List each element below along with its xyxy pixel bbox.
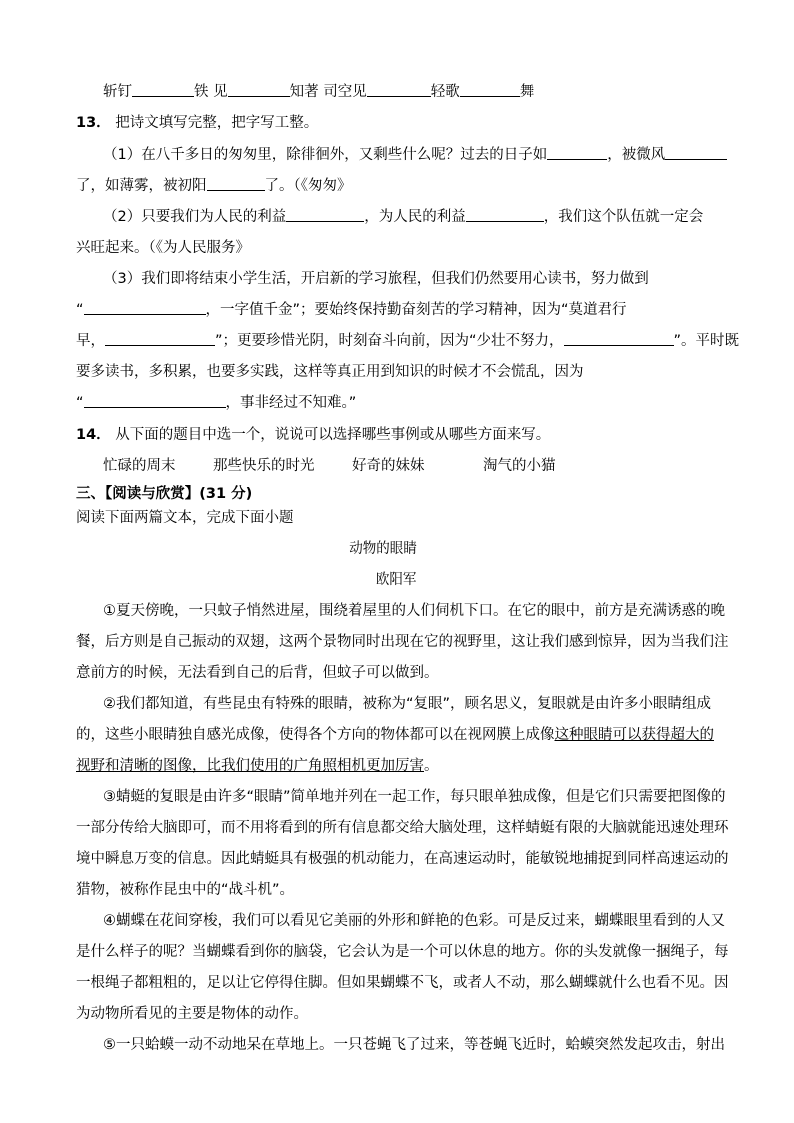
article-paragraph-1-cont: 餐，后方则是自己振动的双翅，这两个景物同时出现在它的视野里，这让我们感到惊异，因为当我们注	[76, 634, 729, 650]
poem-text: “	[76, 395, 84, 411]
answer-blank[interactable]	[665, 145, 727, 160]
article-paragraph-2-cont	[76, 725, 714, 745]
q13-part3-line2	[76, 300, 627, 320]
answer-blank[interactable]	[564, 331, 674, 346]
poem-text: ，为人民的利益	[364, 209, 466, 225]
question-14-title	[76, 425, 550, 445]
article-paragraph-2-cont	[76, 756, 439, 776]
article-paragraph-5: ⑤一只蛤蟆一动不动地呆在草地上。一只苍蝇飞了过来，等苍蝇飞近时，蛤蟆突然发起攻击，射出	[103, 1037, 725, 1053]
answer-blank[interactable]	[105, 331, 215, 346]
article-paragraph-2: ②我们都知道，有些昆虫有特殊的眼睛，被称为“复眼”，顾名思义，复眼就是由许多小眼睛组成	[103, 696, 712, 712]
article-paragraph-4: ④蝴蝶在花间穿梭，我们可以看见它美丽的外形和鲜艳的色彩。可是反过来，蝴蝶眼里看到的人又	[103, 913, 725, 929]
poem-text: ”。平时既	[673, 333, 740, 349]
idiom-fill-line	[103, 82, 534, 102]
article-author: 欧阳军	[375, 572, 417, 588]
idiom-text: 舞	[519, 84, 535, 100]
q13-part3-line3	[76, 331, 739, 351]
question-text: 把诗文填写完整，把字写工整。	[115, 115, 319, 131]
poem-text: 了。（《匆匆》	[264, 178, 352, 194]
topic-option: 淘气的小猫	[483, 458, 556, 474]
answer-blank[interactable]	[207, 176, 265, 191]
topic-option: 那些快乐的时光	[213, 458, 315, 474]
article-paragraph-3-cont: 猎物，被称作昆虫中的“战斗机”。	[76, 882, 295, 898]
article-paragraph-3: ③蜻蜓的复眼是由许多“眼睛”简单地并列在一起工作，每只眼单独成像，但是它们只需要把图像的	[103, 789, 726, 805]
q13-part1-line2	[76, 176, 352, 196]
section-instruction: 阅读下面两篇文本，完成下面小题	[76, 510, 294, 526]
article-paragraph-1-cont: 意前方的时候，无法看到自己的后背，但蚊子可以做到。	[76, 665, 439, 681]
article-paragraph-1: ①夏天傍晚，一只蚊子悄然进屋，围绕着屋里的人们伺机下口。在它的眼中，前方是充满诱惑的晚	[103, 603, 725, 619]
q13-part3-line5	[76, 393, 356, 413]
poem-text: ，我们这个队伍就一定会	[543, 209, 704, 225]
q13-part2-line2: 兴旺起来。（《为人民服务》	[76, 240, 250, 256]
answer-blank[interactable]	[84, 300, 206, 315]
poem-text: ，被微风	[607, 147, 666, 163]
q13-part3-line1: （3）我们即将结束小学生活，开启新的学习旅程，但我们仍然要用心读书，努力做到	[103, 271, 649, 287]
answer-blank[interactable]	[367, 82, 431, 97]
section-heading: 三、【阅读与欣赏】(31 分)	[76, 486, 253, 502]
topic-option: 好奇的妹妹	[352, 458, 425, 474]
question-text: 从下面的题目中选一个，说说可以选择哪些事例或从哪些方面来写。	[115, 427, 551, 443]
q13-part1-line1	[103, 145, 727, 165]
underlined-sentence: 这种眼睛可以获得超大的	[554, 727, 714, 743]
question-number: 13．	[76, 115, 111, 131]
article-paragraph-4-cont: 是什么样子的呢？当蝴蝶看到你的脑袋，它会认为是一个可以休息的地方。你的头发就像一捆绳子，每	[76, 944, 729, 960]
poem-text: 了，如薄雾，被初阳	[76, 178, 207, 194]
article-title: 动物的眼睛	[349, 541, 417, 557]
poem-text: “	[76, 302, 84, 318]
article-paragraph-3-cont: 境中瞬息万变的信息。因此蜻蜓具有极强的机动能力，在高速运动时，能敏锐地捕捉到同样高速运动的	[76, 851, 729, 867]
paragraph-text: 的，这些小眼睛独自感光成像，使得各个方向的物体都可以在视网膜上成像	[76, 727, 555, 743]
question-number: 14．	[76, 427, 111, 443]
poem-text: （2）只要我们为人民的利益	[103, 209, 287, 225]
answer-blank[interactable]	[84, 393, 226, 408]
topic-option: 忙碌的周末	[103, 458, 176, 474]
idiom-text: 知著 司空见	[289, 84, 367, 100]
underlined-sentence: 视野和清晰的图像，比我们使用的广角照相机更加厉害	[76, 758, 424, 774]
idiom-text: 斩钉	[103, 84, 132, 100]
q13-part3-line4: 要多读书，多积累，也要多实践，这样等真正用到知识的时候才不会慌乱，因为	[76, 364, 584, 380]
poem-text: （1）在八千多日的匆匆里，除徘徊外，又剩些什么呢？过去的日子如	[103, 147, 548, 163]
article-paragraph-4-cont: 为动物所看见的主要是物体的动作。	[76, 1006, 308, 1022]
idiom-text: 轻歌	[430, 84, 460, 100]
paragraph-text: 。	[424, 758, 439, 774]
answer-blank[interactable]	[228, 82, 290, 97]
idiom-text: 铁 见	[194, 84, 228, 100]
answer-blank[interactable]	[460, 82, 520, 97]
answer-blank[interactable]	[466, 207, 544, 222]
poem-text: ”；更要珍惜光阴，时刻奋斗向前，因为“少壮不努力，	[215, 333, 564, 349]
article-paragraph-3-cont: 一部分传给大脑即可，而不用将看到的所有信息都交给大脑处理，这样蜻蜓有限的大脑就能迅速处理环	[76, 820, 729, 836]
question-13-title	[76, 113, 318, 133]
poem-text: ，事非经过不知难。”	[225, 395, 357, 411]
answer-blank[interactable]	[132, 82, 194, 97]
answer-blank[interactable]	[547, 145, 607, 160]
article-paragraph-4-cont: 一根绳子都粗粗的，足以让它停得住脚。但如果蝴蝶不飞，或者人不动，那么蝴蝶就什么也看不见。因	[76, 975, 729, 991]
answer-blank[interactable]	[286, 207, 364, 222]
poem-text: ，一字值千金”；要始终保持勤奋刻苦的学习精神，因为“莫道君行	[205, 302, 627, 318]
q13-part2-line1	[103, 207, 703, 227]
poem-text: 早，	[76, 333, 105, 349]
